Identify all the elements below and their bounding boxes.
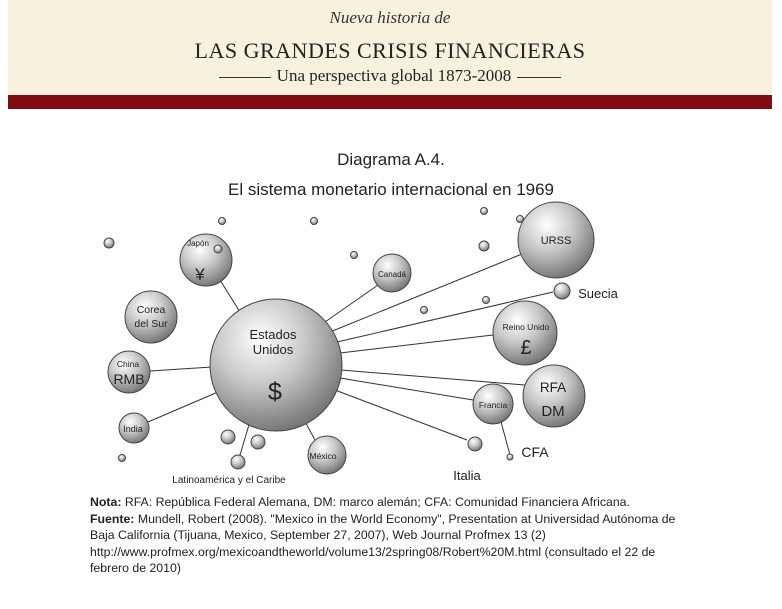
- italia-label: Italia: [453, 468, 481, 483]
- book-kicker: Nueva historia de: [329, 8, 451, 27]
- latam-label: Latinoamérica y el Caribe: [172, 475, 286, 486]
- link-reino-unido: [340, 335, 493, 353]
- cfa-sphere: [507, 454, 513, 460]
- estados-unidos-label-1: Estados: [249, 327, 297, 342]
- link-cfa: [500, 418, 510, 455]
- india-label: India: [123, 424, 143, 434]
- china-label: China: [116, 359, 140, 369]
- minor-sphere: [119, 455, 126, 462]
- minor-sphere: [481, 208, 488, 215]
- note-label: Nota:: [90, 495, 122, 509]
- mexico-label: México: [309, 451, 337, 461]
- suecia-sphere: [554, 283, 570, 299]
- link-japon: [220, 280, 240, 312]
- urss-label: URSS: [540, 235, 572, 247]
- minor-sphere: [221, 430, 235, 444]
- minor-sphere: [214, 245, 222, 253]
- dm-label: DM: [541, 403, 565, 420]
- japon-label: Japón: [187, 239, 209, 248]
- dollar-symbol: $: [268, 378, 282, 406]
- link-china: [150, 367, 212, 371]
- link-francia: [340, 378, 473, 400]
- note-line: [90, 494, 690, 511]
- source-line: [90, 511, 690, 577]
- book-subtitle: Una perspectiva global 1873-2008: [276, 66, 512, 85]
- source-label: Fuente:: [90, 511, 135, 526]
- note-text: RFA: República Federal Alemana, DM: marco alemán; CFA: Comunidad Financiera Africana.: [124, 495, 630, 509]
- reino-unido-label: Reino Unido: [502, 322, 550, 332]
- diagram-subtitle: El sistema monetario internacional en 1969: [227, 180, 555, 199]
- cfa-label: CFA: [521, 444, 549, 460]
- book-title: LAS GRANDES CRISIS FINANCIERAS: [194, 38, 586, 63]
- link-urss: [330, 254, 522, 332]
- corea-sphere: [125, 291, 177, 343]
- minor-sphere: [311, 218, 318, 225]
- minor-sphere: [104, 238, 114, 248]
- francia-label: Francia: [478, 400, 508, 410]
- diagram-notes: [90, 494, 690, 577]
- pound-symbol: £: [520, 337, 532, 359]
- rfa-label: RFA: [539, 380, 567, 395]
- link-india: [148, 392, 218, 422]
- source-text: Mundell, Robert (2008). "Mexico in the World Economy", Presentation at Universidad Autónoma de Baja California (Tijuana, Mexico, September 27, 2007), Web Journal Profmex 13 (2) http://www.profmex.org/mexicoandtheworld/volume13/2spring08/Robert%20M.html (consultado el 22 de febrero de 2010): [90, 511, 676, 575]
- canada-label: Canadá: [377, 270, 407, 279]
- minor-sphere: [479, 241, 489, 251]
- minor-sphere: [219, 218, 226, 225]
- minor-sphere: [351, 252, 358, 259]
- corea-label-2: del Sur: [134, 318, 168, 330]
- yen-symbol: ¥: [195, 265, 205, 284]
- italia-sphere: [468, 437, 482, 451]
- latam-sphere: [231, 455, 245, 469]
- estados-unidos-sphere: [210, 299, 342, 431]
- estados-unidos-label-2: Unidos: [252, 342, 294, 357]
- minor-sphere: [421, 307, 428, 314]
- link-canada: [325, 285, 378, 322]
- minor-sphere: [483, 297, 490, 304]
- corea-label-1: Corea: [136, 304, 166, 316]
- diagram-title: Diagrama A.4.: [337, 150, 445, 169]
- minor-sphere: [251, 435, 265, 449]
- link-italia: [335, 390, 467, 440]
- suecia-label: Suecia: [578, 286, 618, 301]
- rmb-label: RMB: [113, 371, 145, 387]
